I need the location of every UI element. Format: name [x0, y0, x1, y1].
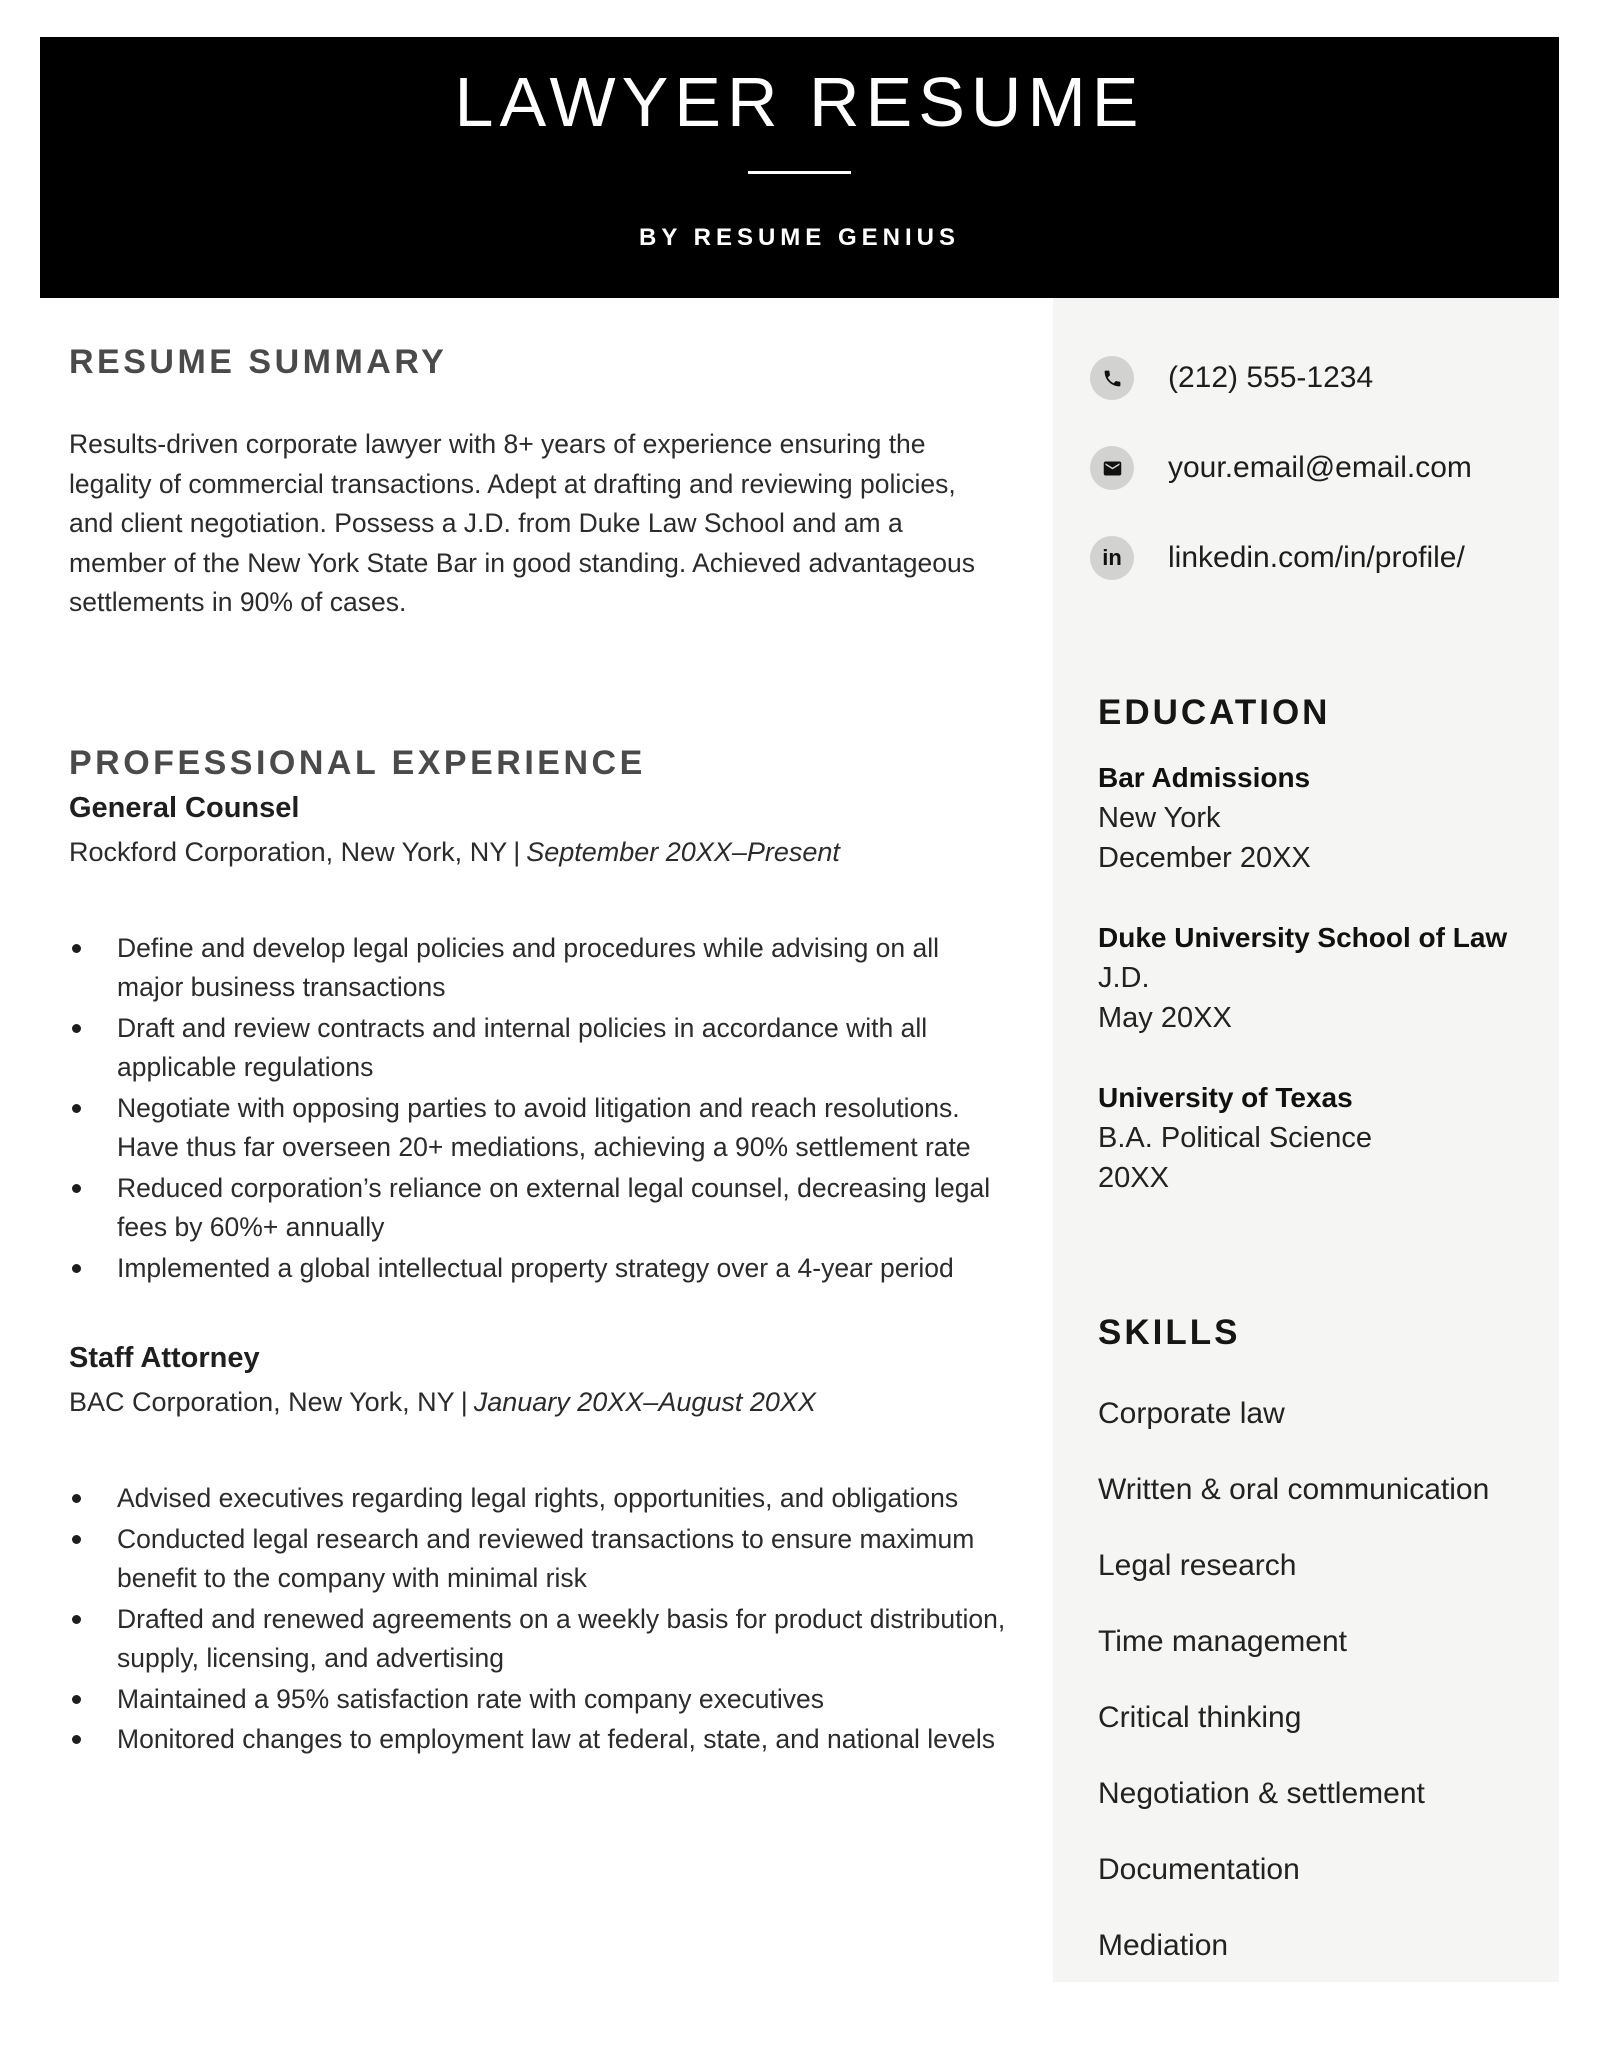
- email-icon: [1090, 446, 1134, 490]
- bullet-dot-icon: [72, 1024, 81, 1033]
- job-separator: |: [460, 1387, 468, 1417]
- bullet-item: [69, 1249, 1009, 1289]
- education-entry-line: J.D.: [1098, 962, 1150, 994]
- education-entry-name: University of Texas: [1098, 1082, 1353, 1113]
- education-entry-line: 20XX: [1098, 1162, 1169, 1194]
- education-entry: [1098, 1078, 1519, 1198]
- sidebar: [1053, 298, 1559, 1982]
- job-company: Rockford Corporation, New York, NY: [69, 836, 508, 867]
- bullet-item: [69, 1169, 1009, 1248]
- bullet-text: Implemented a global intellectual property strategy over a 4-year period: [117, 1252, 954, 1283]
- experience-heading: PROFESSIONAL EXPERIENCE: [69, 743, 646, 782]
- linkedin-icon: [1090, 536, 1134, 580]
- skill-item: Critical thinking: [1098, 1701, 1302, 1734]
- summary-heading: RESUME SUMMARY: [69, 343, 448, 381]
- bullet-text: Negotiate with opposing parties to avoid litigation and reach resolutions. Have thus far overseen 20+ mediations, achieving a 90% settlement rate: [117, 1092, 971, 1162]
- skills-section: [1098, 1315, 1519, 1961]
- bullet-dot-icon: [72, 1494, 81, 1503]
- education-entry-name: Duke University School of Law: [1098, 922, 1508, 953]
- main-column: [0, 298, 1053, 1761]
- contact-row-phone: [1090, 356, 1519, 400]
- summary-text: Results-driven corporate lawyer with 8+ years of experience ensuring the legality of commercial transactions. Adept at drafting and reviewing policies, and client negotiation. Possess a J.D. from Duke Law School and am a member of the New York State Bar in good standing. Achieved advantageous settlements in 90% of cases.: [69, 429, 976, 617]
- education-entry: [1098, 758, 1519, 878]
- education-entry-line: May 20XX: [1098, 1002, 1232, 1034]
- contact-block: [1090, 356, 1519, 580]
- skills-list: [1098, 1398, 1519, 1961]
- skills-heading: SKILLS: [1098, 1313, 1241, 1352]
- bullet-dot-icon: [72, 1695, 81, 1704]
- byline: BY RESUME GENIUS: [639, 224, 960, 251]
- contact-row-linkedin: [1090, 536, 1519, 580]
- skill-item: Negotiation & settlement: [1098, 1777, 1425, 1810]
- education-entry: [1098, 918, 1519, 1038]
- bullet-item: [69, 1089, 1009, 1168]
- bullet-text: Maintained a 95% satisfaction rate with company executives: [117, 1683, 825, 1714]
- education-entry-line: B.A. Political Science: [1098, 1122, 1373, 1154]
- job-entry-staff-attorney: [69, 1338, 1013, 1760]
- bullet-text: Draft and review contracts and internal policies in accordance with all applicable regulations: [117, 1012, 928, 1082]
- phone-icon: [1090, 356, 1134, 400]
- bullet-dot-icon: [72, 1184, 81, 1193]
- job-meta: [69, 832, 1013, 872]
- skill-item: Legal research: [1098, 1549, 1297, 1582]
- bullet-dot-icon: [72, 1264, 81, 1273]
- contact-row-email: [1090, 446, 1519, 490]
- skill-item: Written & oral communication: [1098, 1473, 1490, 1506]
- experience-section: [69, 743, 1013, 1760]
- bullet-item: [69, 1479, 1009, 1519]
- title-banner: [40, 37, 1559, 298]
- bullet-text: Define and develop legal policies and procedures while advising on all major business transactions: [117, 932, 940, 1002]
- skill-item: Time management: [1098, 1625, 1347, 1658]
- bullet-dot-icon: [72, 1535, 81, 1544]
- skill-item: Mediation: [1098, 1929, 1229, 1962]
- job-company: BAC Corporation, New York, NY: [69, 1387, 455, 1417]
- job-entry-general-counsel: [69, 788, 1013, 1289]
- content-columns: [0, 298, 1600, 1982]
- education-heading: EDUCATION: [1098, 693, 1331, 732]
- bullet-dot-icon: [72, 944, 81, 953]
- bullet-item: [69, 1600, 1009, 1679]
- bullet-text: Advised executives regarding legal rights, opportunities, and obligations: [117, 1483, 959, 1513]
- job-meta: [69, 1382, 1013, 1422]
- bullet-item: [69, 1009, 1009, 1088]
- job-title: Staff Attorney: [69, 1342, 260, 1374]
- bullet-item: [69, 1720, 1009, 1760]
- education-section: [1098, 695, 1519, 1198]
- email-value[interactable]: your.email@email.com: [1168, 451, 1472, 484]
- education-entry-line: New York: [1098, 802, 1221, 834]
- job-separator: |: [513, 836, 521, 867]
- bullet-text: Reduced corporation’s reliance on external legal counsel, decreasing legal fees by 60%+ annually: [117, 1172, 991, 1242]
- education-entry-name: Bar Admissions: [1098, 762, 1311, 793]
- bullet-text: Monitored changes to employment law at federal, state, and national levels: [117, 1724, 995, 1754]
- phone-value[interactable]: (212) 555-1234: [1168, 361, 1374, 394]
- job-dates: January 20XX–August 20XX: [473, 1387, 816, 1417]
- job-dates: September 20XX–Present: [526, 836, 840, 867]
- linkedin-value[interactable]: linkedin.com/in/profile/: [1168, 541, 1465, 574]
- bullet-dot-icon: [72, 1104, 81, 1113]
- bullet-dot-icon: [72, 1735, 81, 1744]
- bullet-dot-icon: [72, 1615, 81, 1624]
- bullet-text: Conducted legal research and reviewed transactions to ensure maximum benefit to the company with minimal risk: [117, 1523, 975, 1593]
- job-bullet-list: [69, 1479, 1009, 1760]
- skill-item: Documentation: [1098, 1853, 1300, 1886]
- education-entry-line: December 20XX: [1098, 842, 1311, 874]
- bullet-item: [69, 929, 1009, 1008]
- bullet-text: Drafted and renewed agreements on a weekly basis for product distribution, supply, licensing, and advertising: [117, 1603, 1006, 1673]
- bullet-item: [69, 1520, 1009, 1599]
- title-divider: [748, 171, 851, 174]
- resume-summary-section: [69, 345, 1013, 623]
- skill-item: Corporate law: [1098, 1397, 1285, 1430]
- job-title: General Counsel: [69, 791, 300, 824]
- page-title: LAWYER RESUME: [454, 63, 1145, 141]
- job-bullet-list: [69, 929, 1009, 1289]
- linkedin-glyph: in: [1102, 545, 1122, 570]
- bullet-item: [69, 1680, 1009, 1720]
